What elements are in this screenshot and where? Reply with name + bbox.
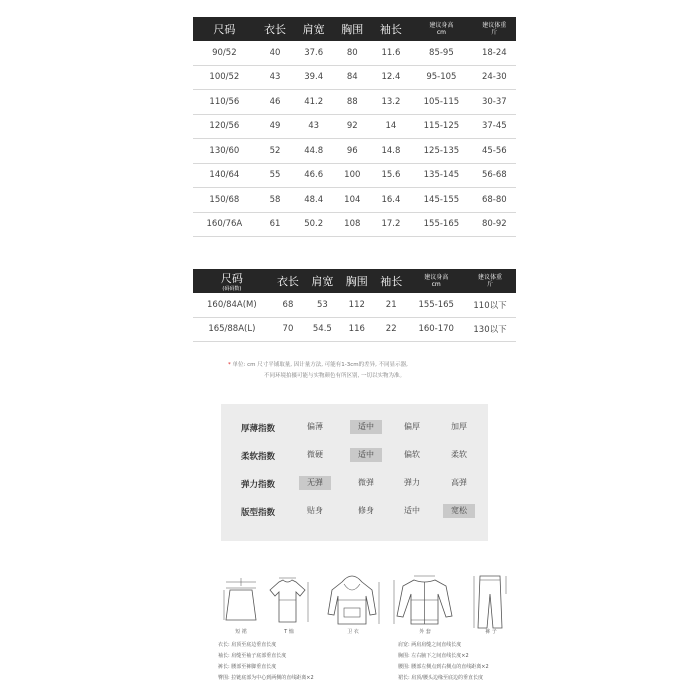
header-size-label: 尺码 — [220, 272, 243, 285]
index-option-selected: 无弹 — [299, 476, 331, 490]
table-cell: 88 — [333, 90, 372, 115]
table-cell: 40 — [256, 41, 295, 65]
index-option: 偏薄 — [307, 422, 323, 431]
table-cell: 39.4 — [294, 65, 333, 90]
table-header-row — [193, 17, 516, 41]
header-height-unit: cm — [436, 29, 446, 36]
measurement-legend-right — [398, 640, 489, 684]
table-cell: 50.2 — [294, 212, 333, 237]
table-row — [193, 65, 516, 90]
table-cell: 45-56 — [473, 139, 516, 164]
index-option: 微弹 — [358, 478, 374, 487]
header-chest: 胸围 — [333, 17, 372, 41]
table-row — [193, 90, 516, 115]
table-header-row — [193, 269, 516, 293]
table-cell: 155-165 — [408, 293, 464, 317]
table-cell: 160/76A — [193, 212, 256, 237]
table-cell: 80 — [333, 41, 372, 65]
note-line-2: 不同环境拍摄可能与实物颜色有所区别, 一切以实物为准。 — [264, 373, 405, 379]
table-cell: 155-165 — [410, 212, 472, 237]
caption-jacket: 外 套 — [419, 629, 431, 635]
table-cell: 104 — [333, 188, 372, 213]
header-height — [408, 269, 464, 293]
table-cell: 68 — [271, 293, 305, 317]
table-cell: 90/52 — [193, 41, 256, 65]
index-title: 柔软指数 — [241, 452, 276, 462]
caption-skirt: 短 裙 — [235, 629, 247, 635]
table-cell: 84 — [333, 65, 372, 90]
header-sleeve: 袖长 — [374, 269, 408, 293]
table1-body — [193, 41, 516, 237]
index-row — [221, 476, 488, 494]
header-weight — [473, 17, 516, 41]
table-cell: 24-30 — [473, 65, 516, 90]
caption-hoodie: 卫 衣 — [347, 629, 359, 635]
index-option: 弹力 — [404, 478, 420, 487]
table-cell: 110以下 — [464, 293, 516, 317]
table-cell: 22 — [374, 317, 408, 342]
caption-tshirt: T 恤 — [284, 629, 294, 635]
table-cell: 120/56 — [193, 114, 256, 139]
index-title: 厚薄指数 — [241, 424, 276, 434]
legend-item: 裤长: 腰部至裤脚垂直长度 — [218, 664, 277, 670]
table-cell: 37.6 — [294, 41, 333, 65]
index-row — [221, 420, 488, 438]
header-shoulder: 肩宽 — [294, 17, 333, 41]
tshirt-diagram-icon — [265, 570, 310, 635]
fabric-index-panel — [221, 404, 488, 541]
index-option: 贴身 — [307, 506, 323, 515]
size-table-adult — [193, 269, 516, 342]
legend-item: 裙长: 肩顶/腰头边缘至底边的垂直长度 — [398, 675, 483, 681]
table-cell: 145-155 — [410, 188, 472, 213]
jacket-diagram-icon — [392, 570, 457, 635]
table-row — [193, 41, 516, 65]
table-cell: 48.4 — [294, 188, 333, 213]
header-chest: 胸围 — [340, 269, 374, 293]
caption-pants: 裤 子 — [485, 629, 497, 635]
table-row — [193, 114, 516, 139]
table-cell: 140/64 — [193, 163, 256, 188]
legend-item: 胸围: 左右腋下之间直线长度×2 — [398, 653, 469, 659]
header-weight-unit: 斤 — [486, 281, 493, 288]
header-size-sub: (码码数) — [222, 286, 242, 292]
table-cell: 61 — [256, 212, 295, 237]
table-cell: 85-95 — [410, 41, 472, 65]
table-cell: 11.6 — [372, 41, 411, 65]
table-cell: 92 — [333, 114, 372, 139]
table-cell: 105-115 — [410, 90, 472, 115]
table-cell: 21 — [374, 293, 408, 317]
measurement-legend-left — [218, 640, 314, 684]
table-cell: 70 — [271, 317, 305, 342]
table-cell: 37-45 — [473, 114, 516, 139]
index-option: 高弹 — [451, 478, 467, 487]
skirt-diagram-icon — [222, 570, 260, 635]
index-row — [221, 448, 488, 466]
header-sleeve: 袖长 — [372, 17, 411, 41]
table-row — [193, 188, 516, 213]
index-title: 弹力指数 — [241, 480, 276, 490]
index-option-selected: 适中 — [350, 448, 382, 462]
table-cell: 30-37 — [473, 90, 516, 115]
table-cell: 100/52 — [193, 65, 256, 90]
header-size: 尺码 — [193, 17, 256, 41]
legend-item: 腰围: 腰部左侧点到右侧点的直线距离×2 — [398, 664, 489, 670]
header-weight-label: 建议体重 — [482, 22, 507, 29]
table-cell: 160-170 — [408, 317, 464, 342]
table-cell: 16.4 — [372, 188, 411, 213]
header-length: 衣长 — [271, 269, 305, 293]
table-cell: 135-145 — [410, 163, 472, 188]
header-length: 衣长 — [256, 17, 295, 41]
table-cell: 165/88A(L) — [193, 317, 271, 342]
table-cell: 125-135 — [410, 139, 472, 164]
legend-item: 袖长: 肩缝至袖子底部垂直长度 — [218, 653, 287, 659]
table-cell: 150/68 — [193, 188, 256, 213]
table-cell: 95-105 — [410, 65, 472, 90]
index-option: 加厚 — [451, 422, 467, 431]
table-cell: 41.2 — [294, 90, 333, 115]
table-cell: 12.4 — [372, 65, 411, 90]
table-cell: 100 — [333, 163, 372, 188]
table-row — [193, 163, 516, 188]
table-cell: 96 — [333, 139, 372, 164]
table-cell: 18-24 — [473, 41, 516, 65]
header-size — [193, 269, 271, 293]
pants-diagram-icon — [470, 570, 510, 635]
legend-item: 肩宽: 两肩肩缝之间直线长度 — [398, 642, 462, 648]
legend-item: 臀围: 拉链底部为中心到两侧的直线距离×2 — [218, 675, 314, 681]
hoodie-diagram-icon — [322, 570, 382, 635]
table-cell: 43 — [294, 114, 333, 139]
table-cell: 44.8 — [294, 139, 333, 164]
header-weight-label: 建议体重 — [477, 274, 502, 281]
legend-item: 衣长: 肩顶至底边垂直长度 — [218, 642, 277, 648]
table-cell: 115-125 — [410, 114, 472, 139]
index-title: 版型指数 — [241, 508, 276, 518]
header-height-unit: cm — [431, 281, 441, 288]
table-cell: 52 — [256, 139, 295, 164]
table-cell: 54.5 — [305, 317, 339, 342]
table-row — [193, 317, 516, 342]
measurement-note — [228, 360, 408, 382]
table-cell: 56-68 — [473, 163, 516, 188]
note-star: * — [228, 362, 231, 368]
table-cell: 58 — [256, 188, 295, 213]
header-height-label: 建议身高 — [424, 274, 449, 281]
index-option: 修身 — [358, 506, 374, 515]
index-row — [221, 504, 488, 522]
table-cell: 14.8 — [372, 139, 411, 164]
table-cell: 55 — [256, 163, 295, 188]
table-cell: 110/56 — [193, 90, 256, 115]
table-cell: 15.6 — [372, 163, 411, 188]
index-option-selected: 适中 — [350, 420, 382, 434]
table-cell: 49 — [256, 114, 295, 139]
size-table-kids — [193, 17, 516, 237]
index-option: 偏厚 — [404, 422, 420, 431]
table-cell: 68-80 — [473, 188, 516, 213]
table-cell: 17.2 — [372, 212, 411, 237]
table-cell: 46 — [256, 90, 295, 115]
header-weight — [464, 269, 516, 293]
header-shoulder: 肩宽 — [305, 269, 339, 293]
table-cell: 116 — [340, 317, 374, 342]
index-option: 微硬 — [307, 450, 323, 459]
header-weight-unit: 斤 — [491, 29, 498, 36]
table-cell: 130以下 — [464, 317, 516, 342]
index-option-selected: 宽松 — [443, 504, 475, 518]
table-row — [193, 293, 516, 317]
table-cell: 112 — [340, 293, 374, 317]
table-cell: 80-92 — [473, 212, 516, 237]
table-cell: 160/84A(M) — [193, 293, 271, 317]
header-height — [410, 17, 472, 41]
table-cell: 14 — [372, 114, 411, 139]
table-cell: 108 — [333, 212, 372, 237]
table-cell: 53 — [305, 293, 339, 317]
table-row — [193, 212, 516, 237]
table-cell: 46.6 — [294, 163, 333, 188]
index-option: 偏软 — [404, 450, 420, 459]
table-cell: 130/60 — [193, 139, 256, 164]
table-row — [193, 139, 516, 164]
table2-body — [193, 293, 516, 342]
table-cell: 13.2 — [372, 90, 411, 115]
table-cell: 43 — [256, 65, 295, 90]
note-line-1: 单位: cm 尺寸平铺取量, 因计量方法, 可能有1-3cm的差异, 不同显示器, — [232, 362, 408, 368]
header-height-label: 建议身高 — [429, 22, 454, 29]
index-option: 柔软 — [451, 450, 467, 459]
index-option: 适中 — [404, 506, 420, 515]
